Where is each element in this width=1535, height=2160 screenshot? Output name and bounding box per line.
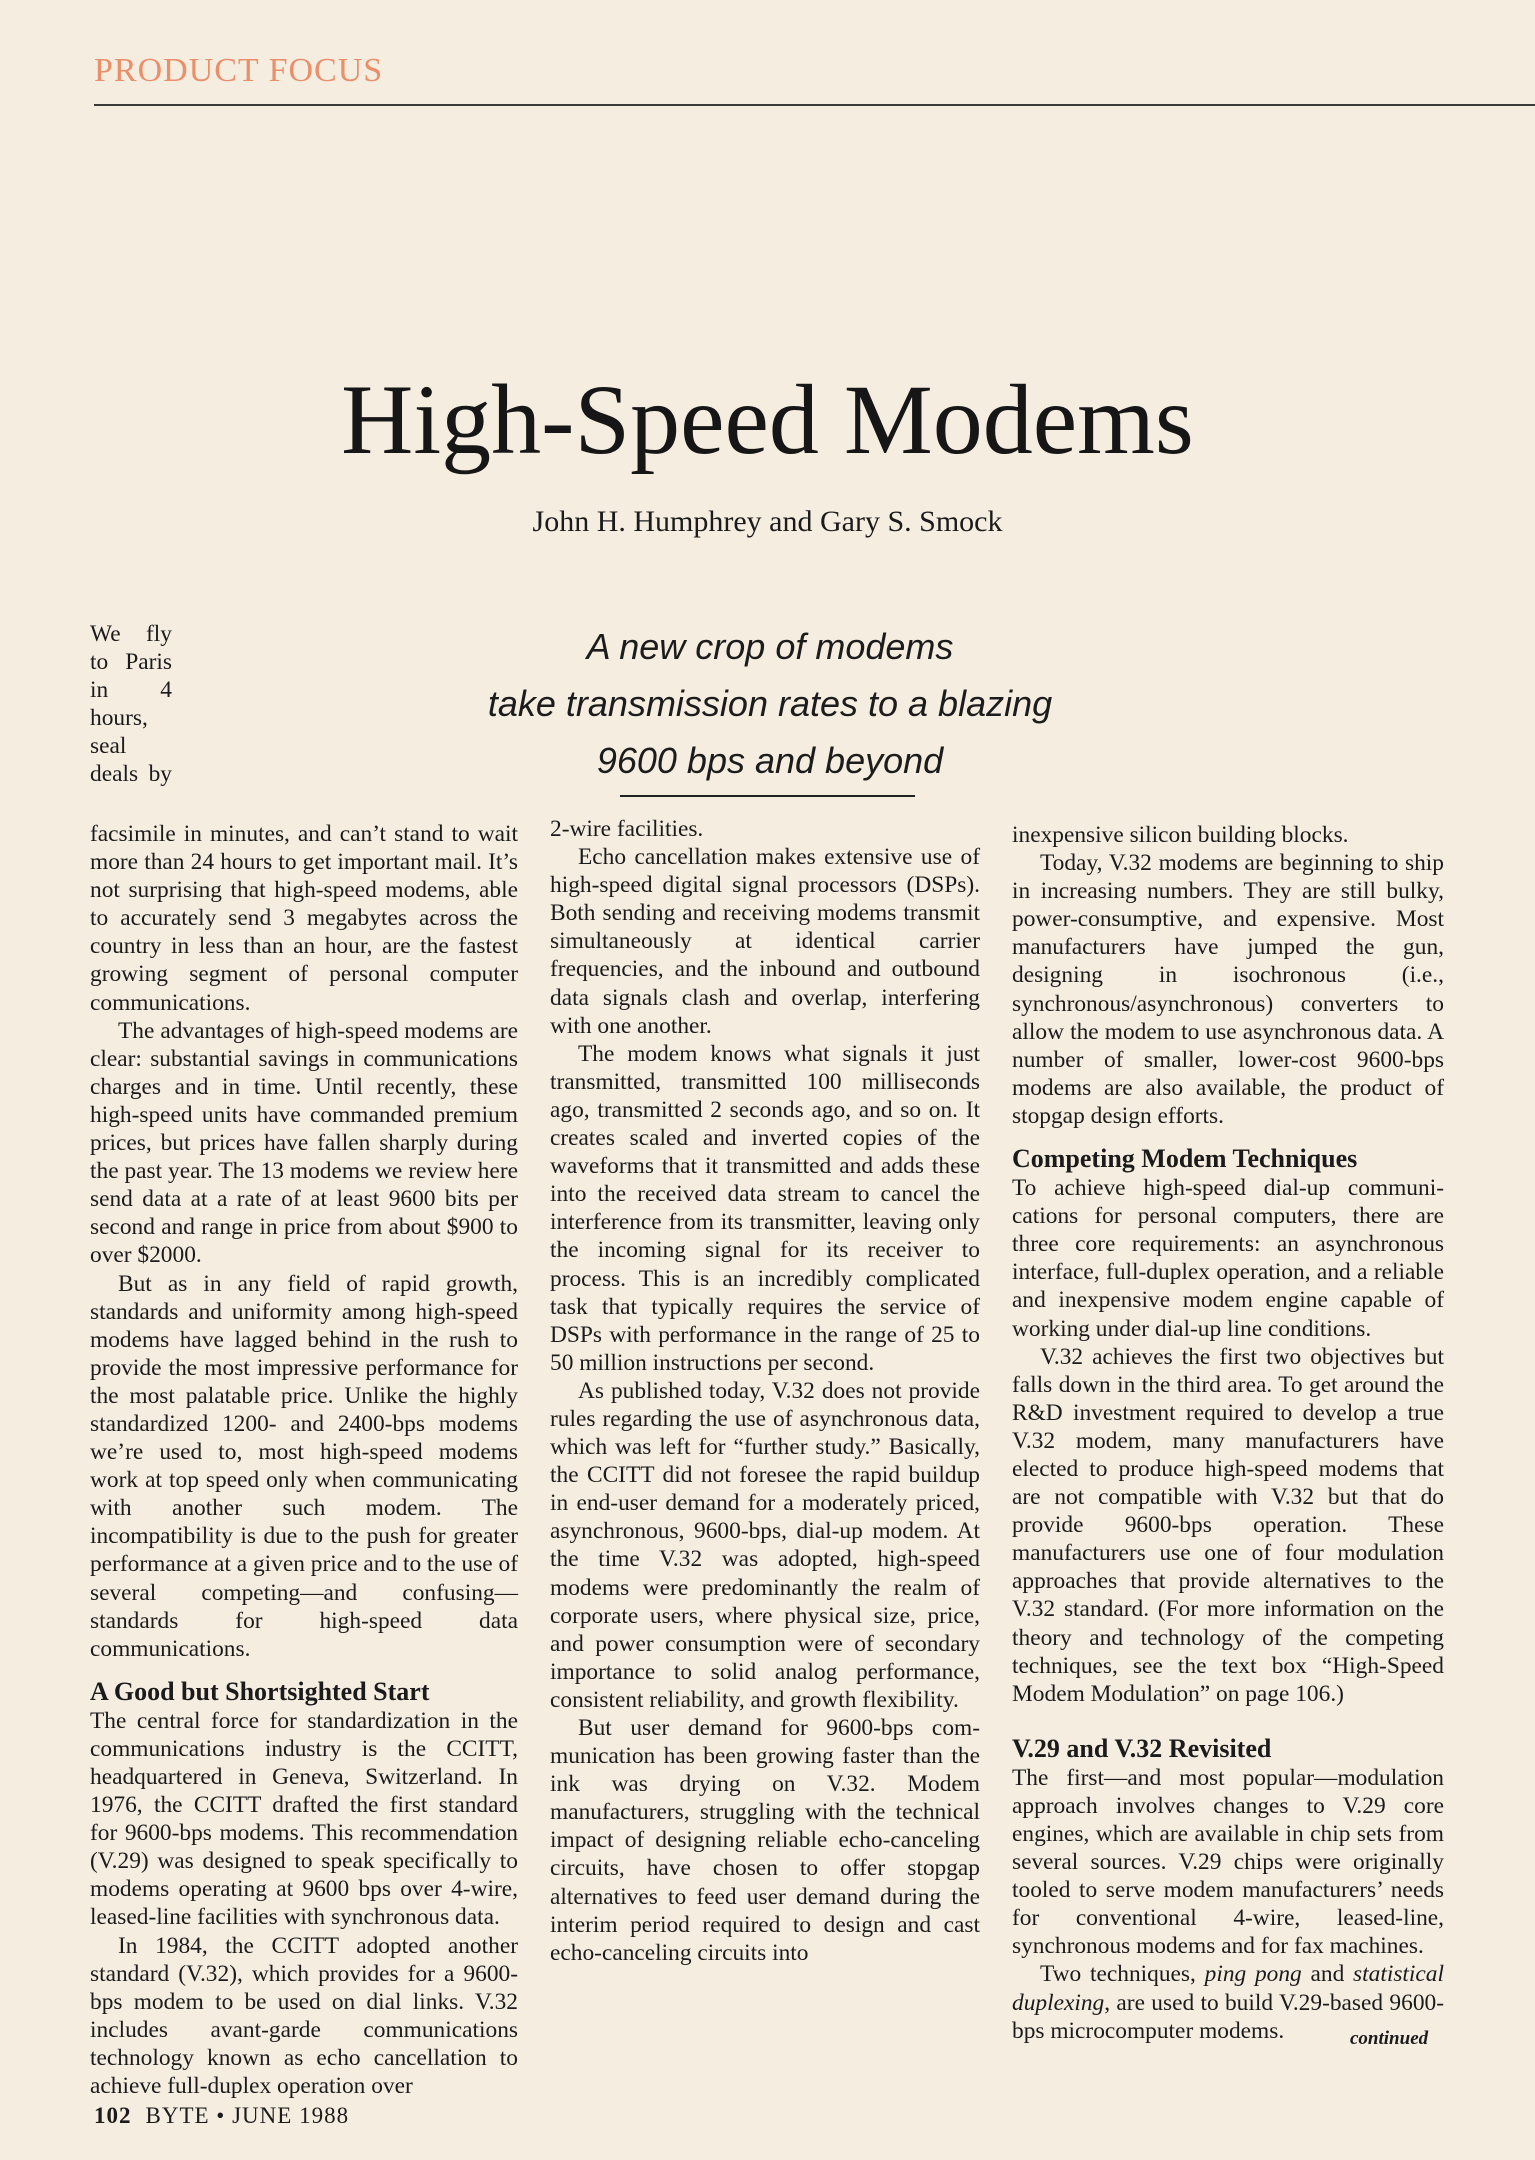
body-paragraph: In 1984, the CCITT adopted another standard (V.32), which provides for a 9600-bps modem to be used on dial links. V.32 includes avant-garde communications technology known as echo cancellation to achieve full-duplex operation over	[90, 1932, 518, 2100]
body-paragraph: The advantages of high-speed modems are clear: substantial savings in communications charges and in time. Until recently, these high-speed units have commanded premium prices, but prices have fallen sharply during the past year. The 13 modems we review here send data at a rate of at least 9600 bits per second and range in price from about $900 to over $2000.	[90, 1017, 518, 1269]
body-paragraph: Today, V.32 modems are beginning to ship in increasing numbers. They are still bulky, power-consumptive, and expensive. Most manufacturers have jumped the gun, designing in isochronous (i.e., synchronous/asynchronous) converters to allow the modem to use asynchronous data. A number of smaller, lower-cost 9600-bps modems are also available, the product of stopgap design efforts.	[1012, 850, 1444, 1129]
deck-rule	[620, 795, 915, 797]
body-paragraph: The first—and most popular—modulation approach involves changes to V.29 core engines, which are available in chip sets from several sources. V.29 chips were originally tooled to serve modem manufacturers’ needs for conventional 4-wire, leased-line, synchronous modems and for fax machines.	[1012, 1764, 1444, 1960]
article-authors: John H. Humphrey and Gary S. Smock	[532, 505, 1003, 538]
body-paragraph: As published today, V.32 does not provide rules regarding the use of asynchronous data, which was left for “further study.” Basically, the CCITT did not foresee the rapid buildup in end-user demand for a moderately priced, asynchronous, 9600-bps, dial-up modem. At the time V.32 was adopted, high-speed modems were predominantly the realm of corporate users, where physical size, price, and power consumption were of secondary importance to solid analog performance, consistent reliability, and growth flexibility.	[550, 1377, 980, 1713]
page-footer	[94, 2103, 349, 2129]
body-paragraph: The modem knows what signals it just transmitted, transmitted 100 milliseconds ago, transmitted 2 seconds ago, and so on. It creates scaled and inverted copies of the waveforms that it transmitted and adds these into the received data stream to cancel the interference from its transmitter, leaving only the incoming signal for its receiver to process. This is an incredibly complicated task that typically requires the service of DSPs with performance in the range of 25 to 50 million instructions per second.	[550, 1040, 980, 1376]
article-title: High-Speed Modems	[341, 364, 1194, 475]
body-paragraph: inexpensive silicon building blocks.	[1012, 822, 1349, 848]
magazine-issue: BYTE • JUNE 1988	[145, 2103, 350, 2128]
body-paragraph: To achieve high-speed dial-up communications for personal computers, there are three core requirements: an asynchronous interface, full-duplex operation, and a reliable and inexpensive modem engine capable of working under dial-up line conditions.	[1012, 1175, 1444, 1342]
deck-space	[178, 620, 518, 820]
continued-label: continued	[1350, 2028, 1429, 2049]
subheading: A Good but Shortsighted Start	[90, 1676, 430, 1706]
body-paragraph: V.32 achieves the first two objectives but falls down in the third area. To get around the R&D investment required to develop a true V.32 modem, many manufacturers have elected to produce high-speed modems that are not compatible with V.32 but that do provide 9600-bps operation. These manufacturers use one of four modulation approaches that provide alternatives to the V.32 standard. (For more information on the theory and technology of the competing techniques, see the text box “High-Speed Modem Modulation” on page 106.)	[1012, 1343, 1444, 1707]
body-paragraph: The central force for standardization in the communications industry is the CCITT, headquartered in Geneva, Switzerland. In 1976, the CCITT drafted the first standard for 9600-bps modems. This recommendation (V.29) was designed to speak specifically to modems operating at 9600 bps over 4-wire, leased-line facilities with synchronous data.	[90, 1707, 518, 1931]
deck-space	[1012, 625, 1352, 821]
deck-line-3: 9600 bps and beyond	[596, 740, 944, 781]
body-paragraph: But user demand for 9600-bps communication has been growing faster than the ink was drying on V.32. Modem manufacturers, struggling with the technical impact of designing reliable echo-canceling circuits, have chosen to offer stopgap alternatives to feed user demand during the interim period required to design and cast echo-canceling circuits into	[550, 1715, 980, 1966]
text-run: , are used to build V.29-based 9600-bps microcomputer modems.	[1012, 1989, 1444, 2044]
middle-column	[550, 815, 980, 1967]
body-paragraph: Echo cancellation makes extensive use of high-speed digital signal processors (DSPs). Both sending and receiving modems transmit simultaneously at identical carrier frequencies, and the inbound and outbound data signals clash and overlap, interfering with one another.	[550, 844, 980, 1039]
body-paragraph: 2-wire facilities.	[550, 816, 704, 842]
text-run: and	[1301, 1961, 1354, 1988]
subheading: Competing Modem Techniques	[1012, 1144, 1358, 1174]
article-deck	[455, 618, 1085, 789]
deck-line-2: take transmission rates to a blazing	[487, 683, 1053, 724]
emphasis: ping pong	[1204, 1961, 1302, 1988]
right-column	[1012, 625, 1444, 2045]
deck-line-1: A new crop of modems	[586, 626, 954, 667]
section-label: PRODUCT FOCUS	[94, 52, 384, 89]
left-column	[90, 620, 518, 2100]
body-paragraph: But as in any field of rapid growth, standards and uniformity among high-speed modems have lagged behind in the rush to provide the most impressive performance for the most palatable price. Unlike the highly standardized 1200- and 2400-bps modems we’re used to, most high-speed modems work at top speed only when communicating with another such modem. The incompatibility is due to the push for greater performance at a given price and to the use of several competing—and confusing—standards for high-speed data communications.	[90, 1270, 518, 1662]
page-number: 102	[94, 2103, 132, 2128]
subheading: V.29 and V.32 Revisited	[1012, 1733, 1272, 1763]
text-run: Two techniques,	[1040, 1961, 1205, 1988]
emphasis: statistical duplexing	[1012, 1961, 1445, 2016]
header-rule	[94, 104, 1535, 106]
body-paragraph: We fly to Paris in 4 hours, seal deals by facsimile in minutes, and can’t stand to wait more than 24 hours to get important mail. It’s not surprising that high-speed modems, able to accurately send 3 megabytes across the country in less than an hour, are the fastest growing segment of personal computer communications.	[90, 621, 518, 1016]
